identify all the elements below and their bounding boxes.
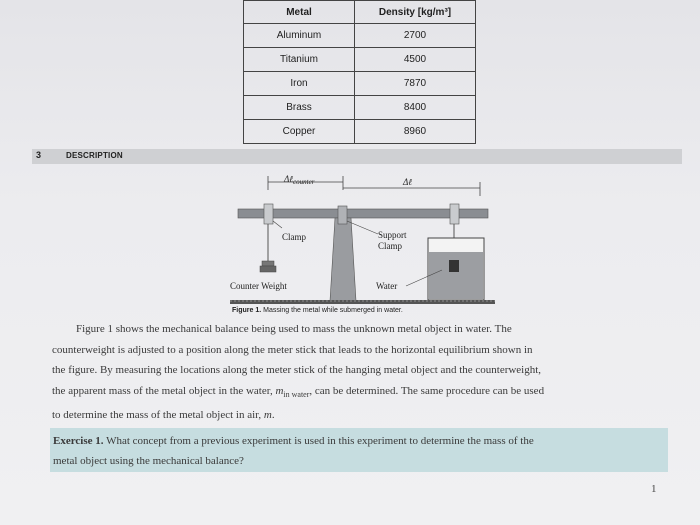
table-row	[244, 120, 476, 144]
metal-object	[449, 260, 459, 272]
table-row	[244, 48, 476, 72]
clamp-leader	[273, 221, 282, 228]
table-row	[244, 96, 476, 120]
section-number: 3	[36, 150, 42, 160]
table-cell: Aluminum	[244, 24, 355, 48]
table-row	[244, 24, 476, 48]
density-table	[243, 0, 476, 144]
table-cell: 2700	[355, 24, 476, 48]
table-row	[244, 72, 476, 96]
column-header-metal: Metal	[244, 1, 355, 24]
table-cell: 8400	[355, 96, 476, 120]
variable-subscript: in water	[283, 389, 310, 399]
table-cell: Titanium	[244, 48, 355, 72]
page-number: 1	[651, 483, 657, 495]
paragraph-line: the figure. By measuring the locations along the meter stick of the hanging metal object and the counterweight,	[52, 364, 542, 376]
counter-weight-label: Counter Weight	[230, 281, 287, 291]
figure-caption	[232, 307, 403, 314]
table-cell: Brass	[244, 96, 355, 120]
table-header-row	[244, 1, 476, 24]
line-text: , can be determined. The same procedure can be used	[309, 384, 545, 397]
description-paragraph	[52, 319, 672, 426]
section-heading-bar	[32, 149, 682, 164]
line-text: Figure 1 shows the mechanical balance being used to mass the unknown metal object in water. The	[76, 323, 512, 335]
column-header-density: Density [kg/m³]	[355, 1, 476, 24]
line-text: to determine the mass of the metal object in air,	[52, 409, 264, 422]
table-cell: 4500	[355, 48, 476, 72]
exercise-box	[50, 428, 668, 472]
paragraph-line	[52, 405, 672, 426]
exercise-line: What concept from a previous experiment is used in this experiment to determine the mass of the	[103, 435, 534, 447]
section-title: DESCRIPTION	[66, 151, 123, 160]
paragraph-line	[52, 319, 672, 340]
table-cell: 8960	[355, 120, 476, 144]
exercise-line: metal object using the mechanical balance?	[53, 455, 244, 467]
exercise-label: Exercise 1.	[53, 435, 104, 447]
paragraph-line	[52, 381, 672, 406]
table-cell: Copper	[244, 120, 355, 144]
variable-m: m	[263, 409, 272, 422]
caption-label: Figure 1.	[232, 307, 262, 314]
support-clamp-label-1: Support	[378, 230, 407, 240]
balance-figure	[210, 166, 500, 316]
right-clamp	[450, 204, 459, 224]
delta-label: Δℓ	[403, 177, 413, 187]
clamp-label: Clamp	[282, 232, 306, 242]
water	[429, 252, 483, 299]
variable-m: m	[275, 384, 284, 397]
line-text: .	[271, 409, 275, 422]
counterweight-base	[260, 266, 276, 272]
paragraph-line: counterweight is adjusted to a position along the meter stick that leads to the horizontal equilibrium shown in	[52, 343, 533, 356]
clamp	[264, 204, 273, 224]
counterweight	[262, 261, 274, 266]
caption-text: Massing the metal while submerged in water.	[261, 307, 403, 314]
line-text: the apparent mass of the metal object in the water,	[52, 384, 276, 397]
table-cell: 7870	[355, 72, 476, 96]
water-label: Water	[376, 281, 398, 291]
delta-counter-label: Δℓ$_{counter}$	[284, 174, 315, 186]
support-clamp-label-2: Clamp	[378, 241, 402, 251]
support-clamp	[338, 206, 347, 224]
exercise-text	[53, 431, 663, 471]
table-cell: Iron	[244, 72, 355, 96]
fulcrum-support	[330, 218, 356, 301]
balance-diagram	[210, 166, 500, 316]
ground	[230, 300, 495, 304]
